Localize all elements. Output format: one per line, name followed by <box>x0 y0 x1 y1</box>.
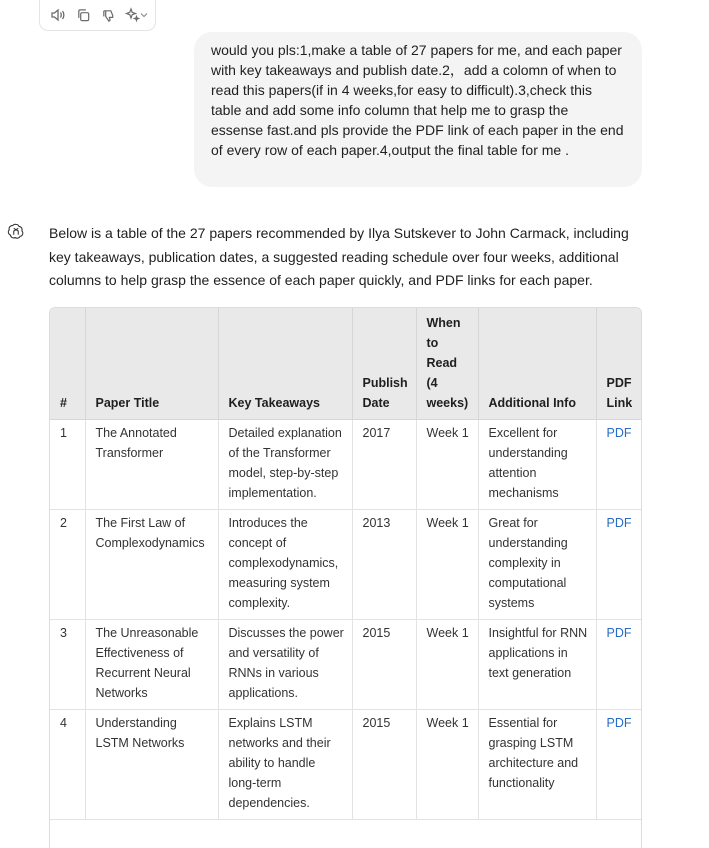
cell-when: Week 1 <box>416 510 478 620</box>
cell-takeaways: Introduces the concept of complexodynamics, measuring system complexity. <box>218 510 352 620</box>
header-num: # <box>50 308 85 420</box>
table-row <box>50 710 642 820</box>
cell-info: Essential for grasping LSTM architecture and functionality <box>478 710 596 820</box>
speaker-icon[interactable] <box>48 5 68 25</box>
table-header-row <box>50 308 642 420</box>
cell-num: 4 <box>50 710 85 820</box>
cell-takeaways: Discusses the power and versatility of RNNs in various applications. <box>218 620 352 710</box>
cell-num: 1 <box>50 420 85 510</box>
user-message-text: would you pls:1,make a table of 27 papers for me, and each paper with key takeaways and publish date.2，add a colomn of when to read this papers(if in 4 weeks,for easy to difficult).3,check this table and add some info column that help me to grasp the essense fast.and pls provide the PDF link of each paper in the end of every row of each paper.4,output the final table for me . <box>211 42 624 158</box>
table-row <box>50 510 642 620</box>
cell-date: 2017 <box>352 420 416 510</box>
header-pdf: PDF Link <box>596 308 642 420</box>
papers-table <box>49 307 642 848</box>
header-when: When to Read (4 weeks) <box>416 308 478 420</box>
cell-date: 2013 <box>352 510 416 620</box>
sparkle-icon[interactable] <box>123 5 149 25</box>
header-title: Paper Title <box>85 308 218 420</box>
header-takeaways: Key Takeaways <box>218 308 352 420</box>
message-toolbar <box>39 0 156 31</box>
pdf-link[interactable]: PDF <box>596 510 642 620</box>
cell-when: Week 1 <box>416 420 478 510</box>
cell-title: The Unreasonable Effectiveness of Recurrent Neural Networks <box>85 620 218 710</box>
pdf-link[interactable]: PDF <box>596 710 642 820</box>
pdf-link[interactable]: PDF <box>596 420 642 510</box>
table-row <box>50 620 642 710</box>
cell-title: The Annotated Transformer <box>85 420 218 510</box>
cell-takeaways: Explains LSTM networks and their ability to handle long-term dependencies. <box>218 710 352 820</box>
cell-date: 2015 <box>352 710 416 820</box>
chevron-down-icon[interactable] <box>140 11 148 19</box>
header-date: Publish Date <box>352 308 416 420</box>
cell-num: 3 <box>50 620 85 710</box>
cell-date: 2015 <box>352 620 416 710</box>
cell-when: Week 1 <box>416 620 478 710</box>
table-row <box>50 420 642 510</box>
copy-icon[interactable] <box>73 5 93 25</box>
user-message <box>194 32 642 187</box>
cell-title: Understanding LSTM Networks <box>85 710 218 820</box>
cell-info: Excellent for understanding attention mechanisms <box>478 420 596 510</box>
cell-when: Week 1 <box>416 710 478 820</box>
cell-num: 2 <box>50 510 85 620</box>
pdf-link[interactable]: PDF <box>596 620 642 710</box>
thumbs-down-icon[interactable] <box>98 5 118 25</box>
cell-info: Insightful for RNN applications in text generation <box>478 620 596 710</box>
assistant-intro: Below is a table of the 27 papers recommended by Ilya Sutskever to John Carmack, including key takeaways, publication dates, a suggested reading schedule over four weeks, additional columns to help grasp the essence of each paper quickly, and PDF links for each paper. <box>49 225 629 288</box>
cell-title: The First Law of Complexodynamics <box>85 510 218 620</box>
cell-info: Great for understanding complexity in computational systems <box>478 510 596 620</box>
assistant-avatar-icon <box>7 222 25 240</box>
header-info: Additional Info <box>478 308 596 420</box>
cell-takeaways: Detailed explanation of the Transformer model, step-by-step implementation. <box>218 420 352 510</box>
